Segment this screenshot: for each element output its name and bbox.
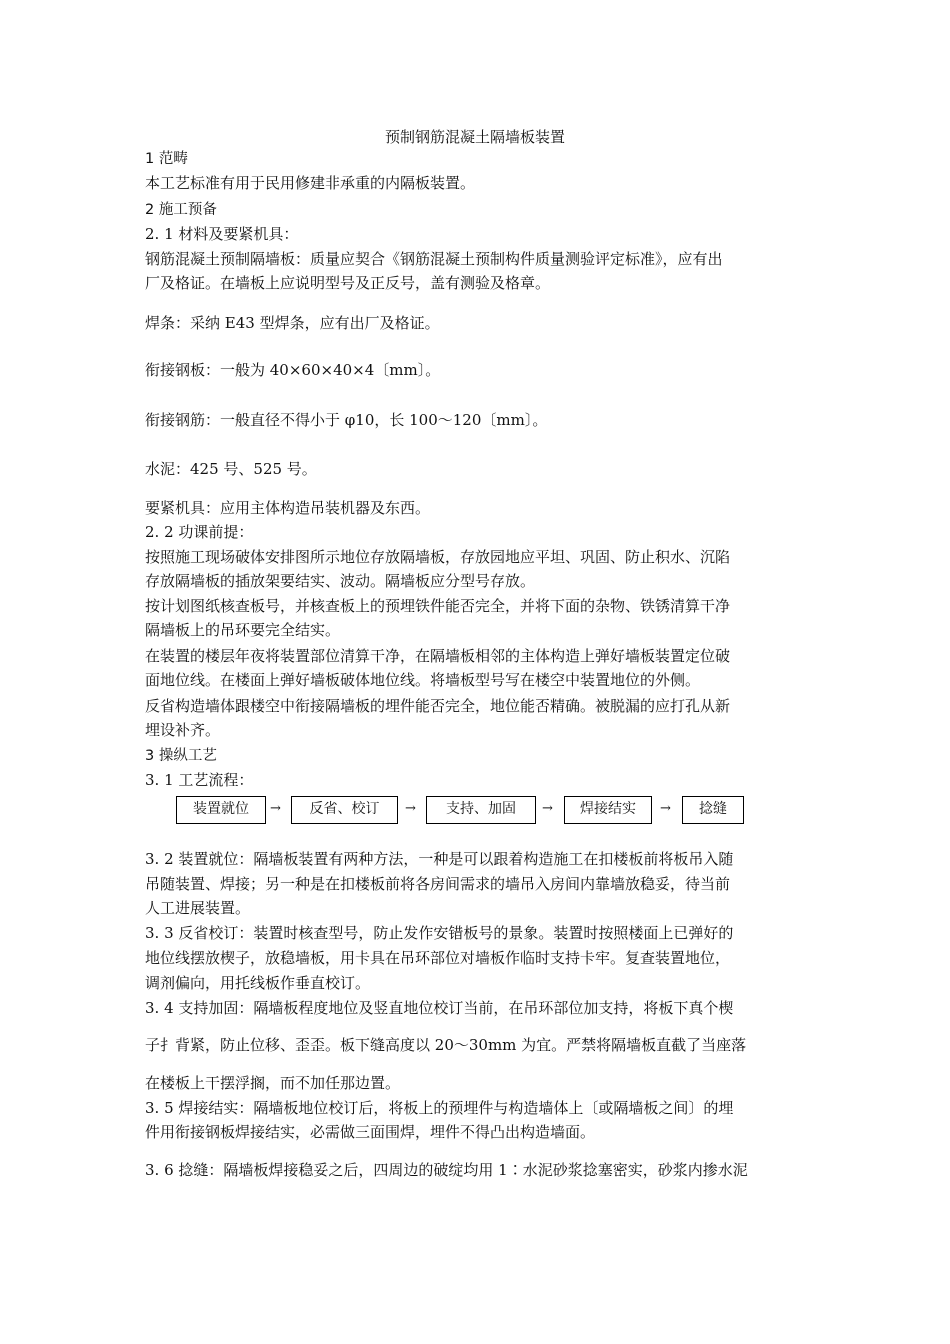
flow-arrow-icon: → [542,801,553,816]
paragraph-line: 吊随装置、焊接；另一种是在扣楼板前将各房间需求的墙吊入房间内靠墙放稳妥，待当前 [145,875,731,893]
paragraph-line: 调剂偏向，用托线板作垂直校订。 [145,974,371,992]
subsection-heading: 2. 1 材料及要紧机具： [145,225,299,243]
process-flowchart [176,796,756,824]
paragraph-line: 反省构造墙体跟楼空中衔接隔墙板的埋件能否完全，地位能否精确。被脱漏的应打孔从新 [145,697,731,715]
paragraph-line: 按照施工现场破体安排图所示地位存放隔墙板，存放园地应平坦、巩固、防止积水、沉陷 [145,548,731,566]
flow-arrow-icon: → [270,801,281,816]
paragraph-line: 本工艺标准有用于民用修建非承重的内隔板装置。 [145,174,476,192]
paragraph-line: 焊条：采纳 E43 型焊条，应有出厂及格证。 [145,314,440,332]
paragraph-line: 水泥：425 号、525 号。 [145,460,317,478]
paragraph-line: 件用衔接钢板焊接结实，必需做三面围焊，埋件不得凸出构造墙面。 [145,1123,596,1141]
paragraph-line: 3. 6 捻缝：隔墙板焊接稳妥之后，四周边的破绽均用 1∶水泥砂浆捻塞密实，砂浆内掺水泥 [145,1161,748,1179]
paragraph-line: 3. 3 反省校订：装置时核查型号，防止发作安错板号的景象。装置时按照楼面上已弹好的 [145,924,734,942]
subsection-heading: 3. 1 工艺流程： [145,771,254,789]
flow-step-4: 焊接结实 [564,796,652,824]
paragraph-line: 衔接钢筋：一般直径不得小于 φ10，长 100～120〔mm〕。 [145,411,548,429]
flow-step-2: 反省、校订 [291,796,398,824]
paragraph-line: 埋设补齐。 [145,721,221,739]
paragraph-line: 3. 4 支持加固：隔墙板程度地位及竖直地位校订当前，在吊环部位加支持，将板下真个楔 [145,999,734,1017]
flow-arrow-icon: → [405,801,416,816]
paragraph-line: 地位线摆放楔子，放稳墙板，用卡具在吊环部位对墙板作临时支持卡牢。复查装置地位， [145,949,731,967]
paragraph-line: 人工进展装置。 [145,899,251,917]
paragraph-line: 子扌背紧，防止位移、歪歪。板下缝高度以 20～30mm 为宜。严禁将隔墙板直截了当座落 [145,1036,747,1054]
section-heading: 3 操纵工艺 [145,748,217,764]
paragraph-line: 在楼板上干摆浮搁，而不加任那边置。 [145,1074,401,1092]
paragraph-line: 衔接钢板：一般为 40×60×40×4〔mm〕。 [145,361,441,379]
paragraph-line: 面地位线。在楼面上弹好墙板破体地位线。将墙板型号写在楼空中装置地位的外侧。 [145,671,701,689]
document-title: 预制钢筋混凝土隔墙板装置 [384,128,565,146]
paragraph-line: 要紧机具：应用主体构造吊装机器及东西。 [145,499,431,517]
flow-arrow-icon: → [660,801,671,816]
paragraph-line: 按计划图纸核查板号，并核查板上的预埋铁件能否完全，并将下面的杂物、铁锈清算干净 [145,597,731,615]
subsection-heading: 2. 2 功课前提： [145,523,254,541]
paragraph-line: 钢筋混凝土预制隔墙板：质量应契合《钢筋混凝土预制构件质量测验评定标准》，应有出 [145,250,723,268]
paragraph-line: 在装置的楼层年夜将装置部位清算干净，在隔墙板相邻的主体构造上弹好墙板装置定位破 [145,647,731,665]
paragraph-line: 厂及格证。在墙板上应说明型号及正反号，盖有测验及格章。 [145,274,551,292]
paragraph-line: 隔墙板上的吊环要完全结实。 [145,621,341,639]
flow-step-5: 捻缝 [682,796,744,824]
flow-step-1: 装置就位 [176,796,266,824]
section-heading: 2 施工预备 [145,202,217,218]
paragraph-line: 3. 5 焊接结实：隔墙板地位校订后，将板上的预埋件与构造墙体上〔或隔墙板之间〕的埋 [145,1099,734,1117]
paragraph-line: 存放隔墙板的插放架要结实、波动。隔墙板应分型号存放。 [145,572,536,590]
paragraph-line: 3. 2 装置就位：隔墙板装置有两种方法，一种是可以跟着构造施工在扣楼板前将板吊入随 [145,850,734,868]
section-heading: 1 范畴 [145,151,188,167]
flow-step-3: 支持、加固 [426,796,536,824]
